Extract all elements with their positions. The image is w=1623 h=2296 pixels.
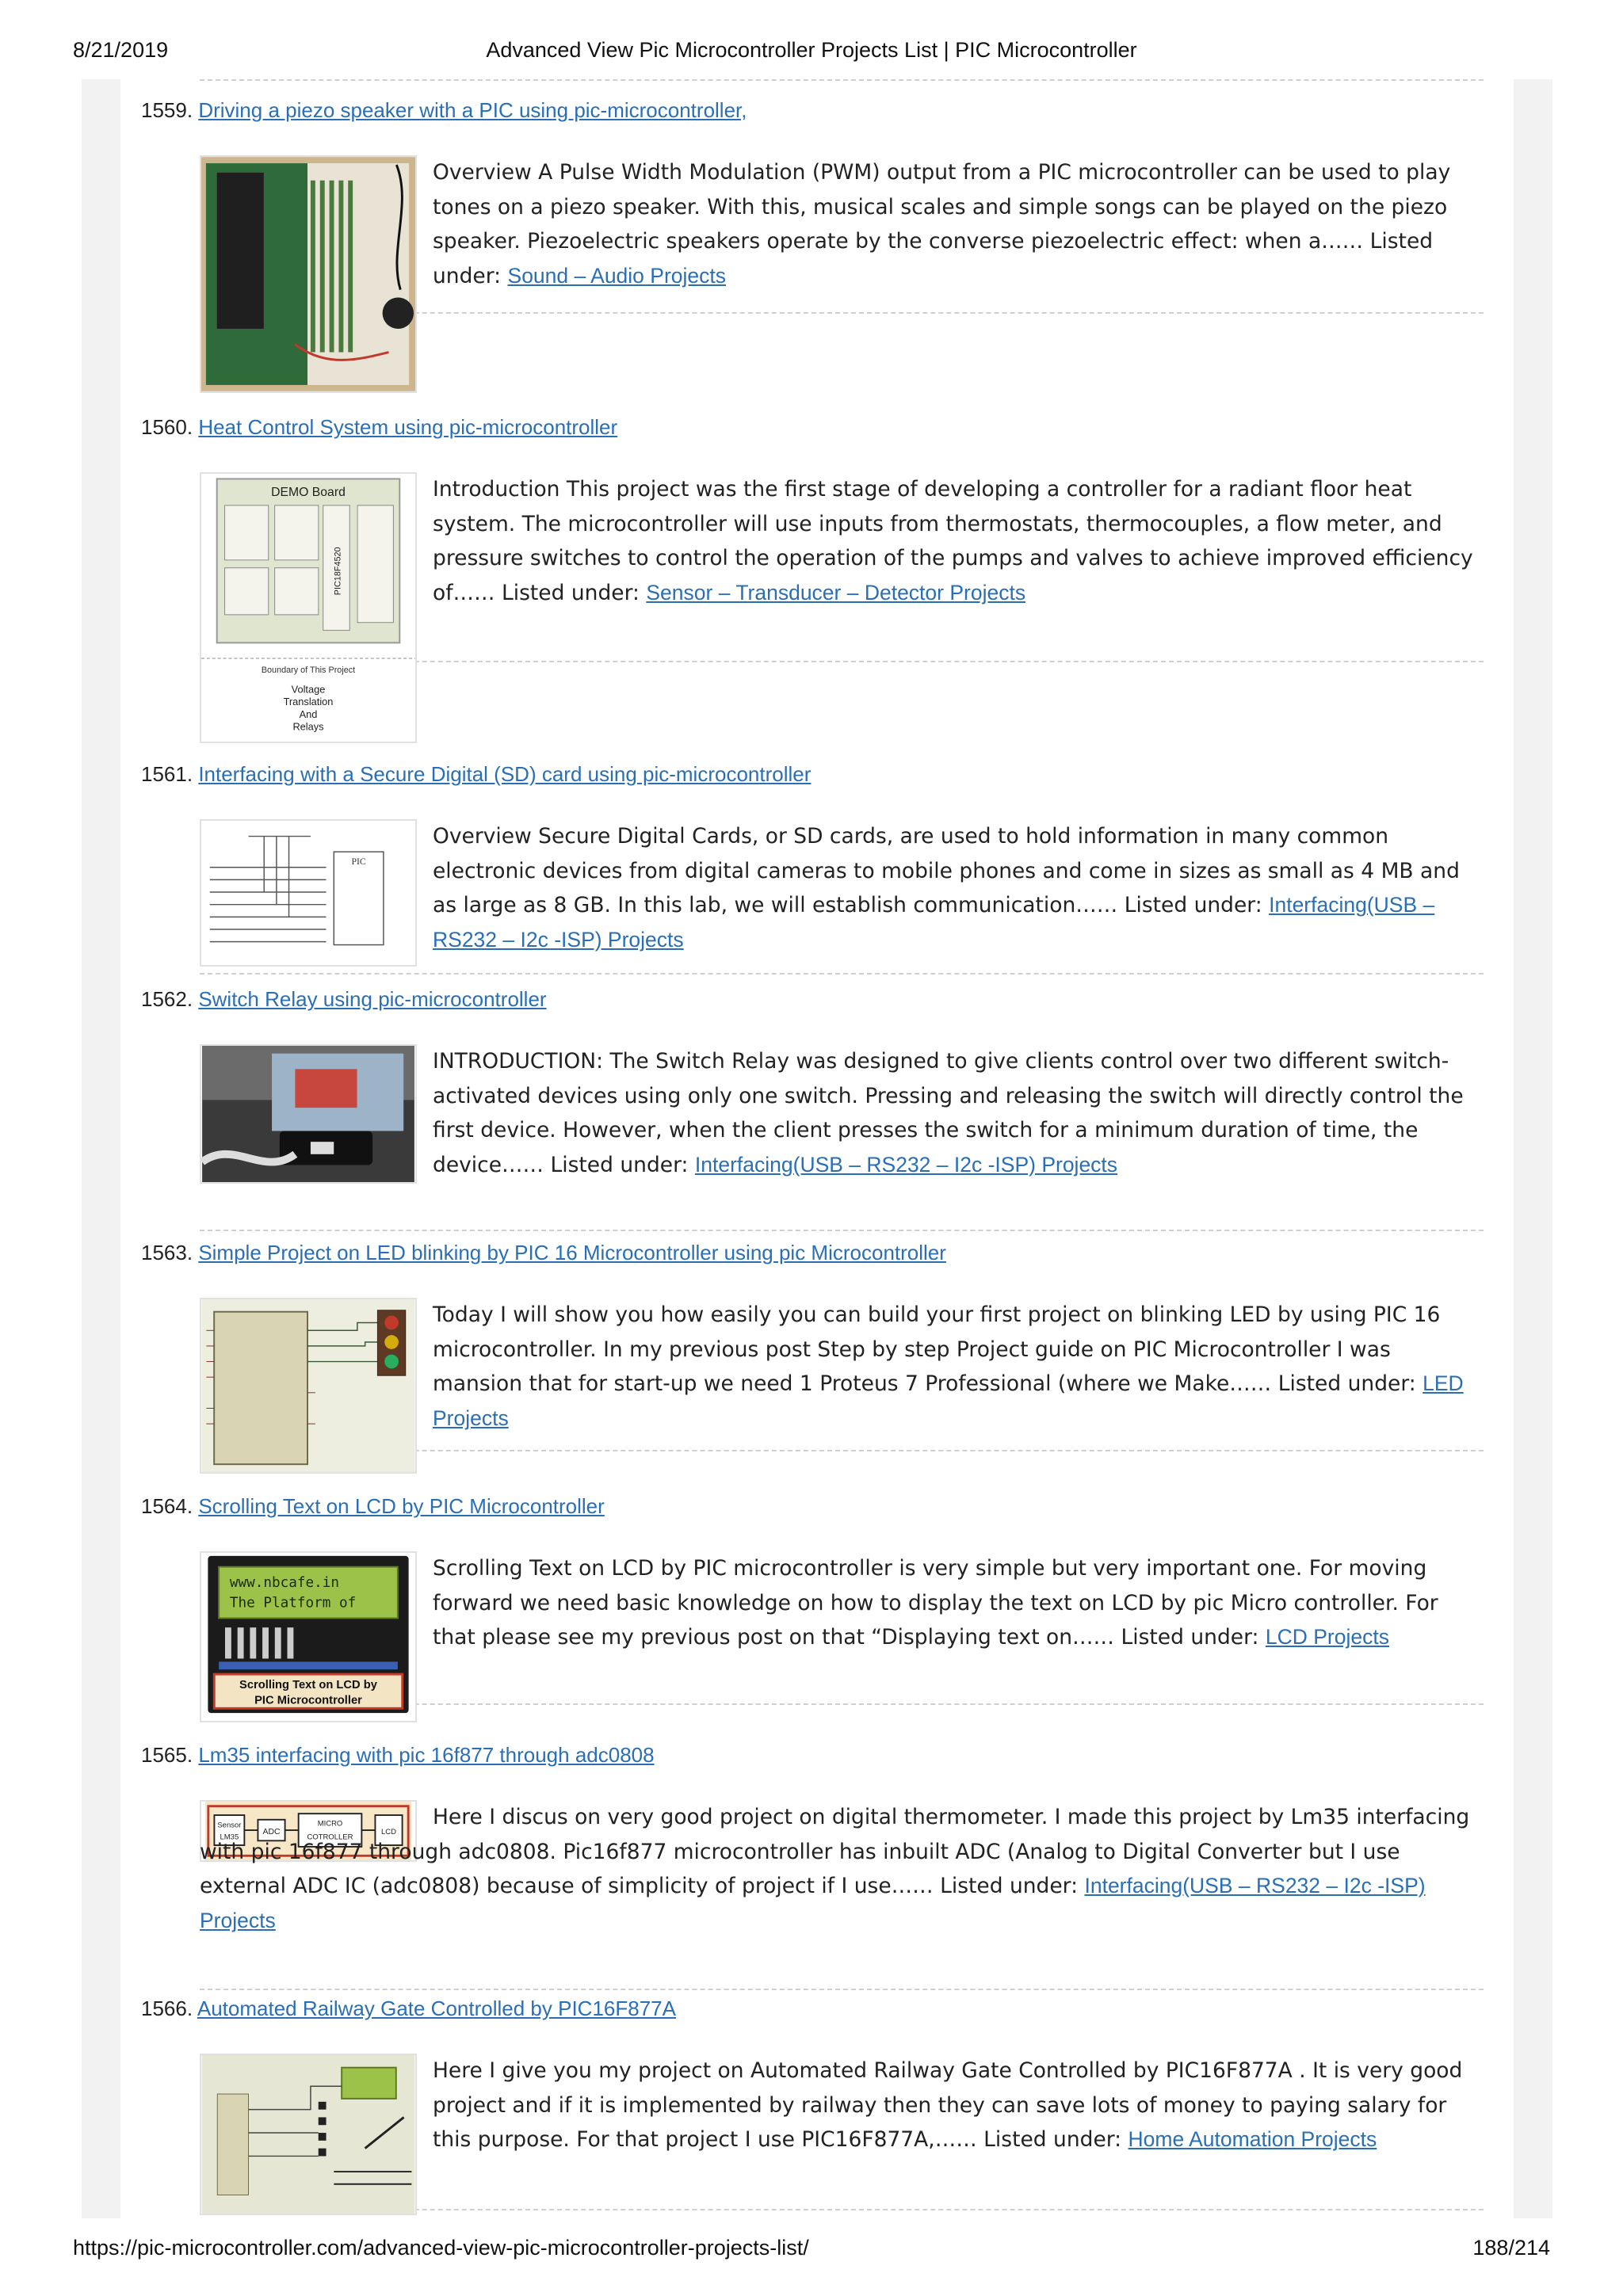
print-date: 8/21/2019: [73, 38, 169, 62]
entry-description: Overview A Pulse Width Modulation (PWM) output from a PIC microcontroller can be used to play tones on a piezo speaker. With this, musical scales and simple songs can be played on the piezo speaker. Piezoelectric speakers operate by the converse piezoelectric effect: when a…… Listed under: Sound – Audio Projects: [433, 160, 1451, 288]
category-link[interactable]: Interfacing(USB – RS232 – I2c -ISP) Projects: [200, 1874, 1426, 1932]
entry-description: Today I will show you how easily you can build your first project on blinking LED by using PIC 16 microcontroller. In my previous post Step by step Project guide on PIC Microcontroller I was mansion that for start-up we need 1 Proteus 7 Professional (where we Make…… Listed under: LED Projects: [433, 1302, 1464, 1430]
thumbnail[interactable]: [200, 472, 417, 743]
thumb-label: Voltage: [291, 683, 326, 696]
railway-schematic-icon: [201, 2055, 415, 2214]
device-photo-icon: [201, 1046, 415, 1182]
entry-link[interactable]: Lm35 interfacing with pic 16f877 through adc0808: [198, 1743, 655, 1767]
thumb-label: Sensor: [217, 1821, 242, 1830]
entry-link[interactable]: Simple Project on LED blinking by PIC 16 Microcontroller using pic Microcontroller: [198, 1241, 946, 1264]
separator: [200, 973, 1484, 974]
category-link[interactable]: Sensor – Transducer – Detector Projects: [646, 580, 1026, 605]
category-link[interactable]: Sound – Audio Projects: [507, 263, 727, 288]
page-url: https://pic-microcontroller.com/advanced-view-pic-microcontroller-projects-list/: [73, 2236, 809, 2260]
entry-number: 1561.: [141, 762, 193, 786]
thumbnail[interactable]: [200, 819, 417, 967]
entry-number: 1559.: [141, 98, 193, 122]
entry-number: 1562.: [141, 987, 193, 1011]
thumb-label: The Platform of: [229, 1595, 357, 1611]
entry-title: [141, 1493, 605, 1520]
entry-link[interactable]: Automated Railway Gate Controlled by PIC16F877A: [197, 1997, 676, 2020]
thumb-label: PIC: [351, 856, 366, 867]
block-diagram-icon: [201, 474, 415, 742]
thumb-label: And: [299, 707, 318, 720]
lcd-icon: [201, 1553, 415, 1721]
thumb-label: Translation: [283, 696, 334, 708]
entry-link[interactable]: Driving a piezo speaker with a PIC using pic-microcontroller,: [198, 98, 747, 122]
thumb-label: LCD: [381, 1827, 396, 1836]
entry-link[interactable]: Switch Relay using pic-microcontroller: [198, 987, 547, 1011]
entry-number: 1563.: [141, 1241, 193, 1264]
entry-title: [141, 761, 811, 788]
thumbnail[interactable]: [200, 1551, 417, 1722]
category-link[interactable]: Home Automation Projects: [1128, 2127, 1377, 2151]
thumb-label: COTROLLER: [307, 1833, 353, 1842]
entry-number: 1560.: [141, 415, 193, 439]
entry-link[interactable]: Scrolling Text on LCD by PIC Microcontroller: [198, 1494, 605, 1518]
thumb-label: MICRO: [317, 1819, 343, 1829]
thumb-label: www.nbcafe.in: [229, 1575, 340, 1592]
print-header: [0, 38, 1623, 70]
thumb-label: LM35: [220, 1833, 239, 1842]
entry-number: 1565.: [141, 1743, 193, 1767]
thumbnail[interactable]: [200, 155, 417, 393]
separator: [200, 1989, 1484, 1990]
page-title: Advanced View Pic Microcontroller Projects List | PIC Microcontroller: [486, 38, 1137, 62]
entry-title: [141, 1239, 946, 1266]
entry-link[interactable]: Interfacing with a Secure Digital (SD) card using pic-microcontroller: [198, 762, 812, 786]
separator: [200, 79, 1484, 81]
entry-title: [141, 986, 547, 1013]
entry-number: 1566.: [141, 1997, 193, 2020]
entry-title: [141, 1741, 655, 1768]
schematic-icon: [201, 821, 415, 965]
entry-description: Overview Secure Digital Cards, or SD cards, are used to hold information in many common electronic devices from digital cameras to mobile phones and come in sizes as small as 4 MB and as large as 8 GB. In this lab, we will establish communication…… Listed under: Interfacing(USB – RS232 – I2c -ISP) Projects: [433, 824, 1460, 952]
entry-title: [141, 414, 617, 441]
category-link[interactable]: LCD Projects: [1265, 1625, 1389, 1649]
entry-number: 1564.: [141, 1494, 193, 1518]
entry-description: Introduction This project was the first stage of developing a controller for a radiant floor heat system. The microcontroller will use inputs from thermostats, thermocouples, a flow meter, and pressure switches to control the operation of the pumps and valves to achieve improved efficiency of…… Listed under: Sensor – Transducer – Detector Projects: [433, 477, 1473, 605]
thumb-label: Scrolling Text on LCD by: [239, 1678, 377, 1691]
category-link[interactable]: Interfacing(USB – RS232 – I2c -ISP) Projects: [694, 1152, 1118, 1177]
entry-description: Here I discus on very good project on digital thermometer. I made this project by Lm35 interfacing with pic 16f877 through adc0808. Pic16f877 microcontroller has inbuilt ADC (Analog to Digital Converter but I use external ADC IC (adc0808) because of simplicity of project if I use…… Listed under: Interfacing(USB – RS232 – I2c -ISP) Projects: [200, 1805, 1470, 1932]
entry-description: INTRODUCTION: The Switch Relay was designed to give clients control over two different switch-activated devices using only one switch. Pressing and releasing the switch will directly control the first device. However, when the client presses the switch for a minimum duration of time, the device…… Listed under: Interfacing(USB – RS232 – I2c -ISP) Projects: [433, 1049, 1464, 1177]
thumb-label: DEMO Board: [271, 486, 346, 500]
entry-title: [141, 97, 747, 124]
separator: [200, 1230, 1484, 1231]
thumbnail[interactable]: [200, 2054, 417, 2215]
thumb-label: Relays: [292, 720, 324, 733]
thumb-label: ADC: [262, 1827, 281, 1836]
category-link[interactable]: Interfacing(USB – RS232 – I2c -ISP) Projects: [433, 893, 1435, 952]
thumb-label: Boundary of This Project: [261, 665, 356, 675]
thumb-label: PIC18F4520: [333, 547, 343, 596]
entry-link[interactable]: Heat Control System using pic-microcontroller: [198, 415, 618, 439]
page-number: 188/214: [1472, 2236, 1550, 2260]
entry-description: Scrolling Text on LCD by PIC microcontroller is very simple but very important one. For moving forward we need basic knowledge on how to display the text on LCD by pic Micro controller. For that please see my previous post on that “Displaying text on…… Listed under: LCD Projects: [433, 1556, 1438, 1650]
thumb-label: PIC Microcontroller: [254, 1694, 362, 1707]
proteus-schematic-icon: [201, 1299, 415, 1472]
thumbnail[interactable]: [200, 1298, 417, 1474]
breadboard-photo-icon: [201, 157, 415, 391]
thumbnail[interactable]: [200, 1044, 417, 1184]
entry-description: Here I give you my project on Automated Railway Gate Controlled by PIC16F877A . It is very good project and if it is implemented by railway then they can save lots of money to paying salary for this purpose. For that project I use PIC16F877A,…… Listed under: Home Automation Projects: [433, 2058, 1463, 2152]
category-link[interactable]: LED Projects: [433, 1371, 1464, 1430]
entry-title: [141, 1995, 676, 2022]
